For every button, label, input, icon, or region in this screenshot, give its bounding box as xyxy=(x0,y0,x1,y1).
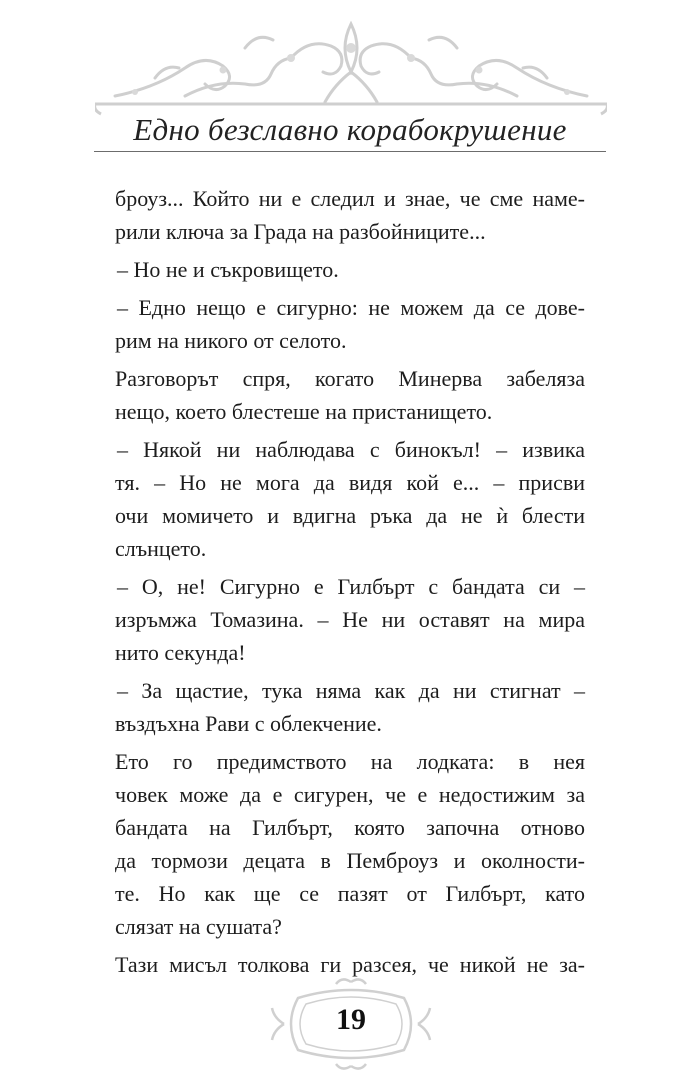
text-line: нещо, което блестеше на пристанището. xyxy=(115,399,493,424)
text-line: изръмжа Томазина. – Не ни оставят на мира xyxy=(115,607,585,632)
text-line: човек може да е сигурен, че е недостижим за xyxy=(115,782,585,807)
paragraph xyxy=(115,570,585,669)
paragraph xyxy=(115,745,585,943)
running-title: Едно безславно корабокрушение xyxy=(133,112,567,147)
text-line: Тази мисъл толкова ги разсея, че никой не за- xyxy=(115,952,585,977)
text-line: – Но не и съкровището. xyxy=(117,257,339,282)
text-line: тя. – Но не мога да видя кой е... – присви xyxy=(115,470,585,495)
paragraph xyxy=(115,362,585,428)
text-line: – Едно нещо е сигурно: не можем да се дове- xyxy=(117,295,585,320)
paragraph xyxy=(115,291,585,357)
text-line: те. Но как ще се пазят от Гилбърт, като xyxy=(115,881,585,906)
text-line: въздъхна Рави с облекчение. xyxy=(115,711,382,736)
text-line: очи момичето и вдигна ръка да не ѝ блести xyxy=(115,503,585,528)
text-line: Разговорът спря, когато Минерва забеляза xyxy=(115,366,585,391)
text-line: броуз... Който ни е следил и знае, че сме наме- xyxy=(115,186,585,211)
text-line: – О, не! Сигурно е Гилбърт с бандата си – xyxy=(117,574,585,599)
text-line: рили ключа за Града на разбойниците... xyxy=(115,219,486,244)
paragraph xyxy=(115,253,585,286)
text-line: слънцето. xyxy=(115,536,207,561)
title-rule xyxy=(94,151,606,152)
text-line: – За щастие, тука няма как да ни стигнат – xyxy=(117,678,585,703)
text-line: рим на никого от селото. xyxy=(115,328,347,353)
page-number-frame xyxy=(270,978,432,1070)
text-line: бандата на Гилбърт, която започна отново xyxy=(115,815,585,840)
text-line: – Някой ни наблюдава с бинокъл! – извика xyxy=(117,437,585,462)
paragraph xyxy=(115,182,585,248)
paragraph xyxy=(115,674,585,740)
text-line: слязат на сушата? xyxy=(115,914,282,939)
text-line: Ето го предимството на лодката: в нея xyxy=(115,749,585,774)
body-text xyxy=(115,182,585,981)
page-number: 19 xyxy=(336,1003,366,1036)
text-line: да тормози децата в Пемброуз и околности- xyxy=(115,848,585,873)
paragraph xyxy=(115,948,585,981)
header-ornament xyxy=(95,18,607,118)
text-line: нито секунда! xyxy=(115,640,246,665)
paragraph xyxy=(115,433,585,565)
